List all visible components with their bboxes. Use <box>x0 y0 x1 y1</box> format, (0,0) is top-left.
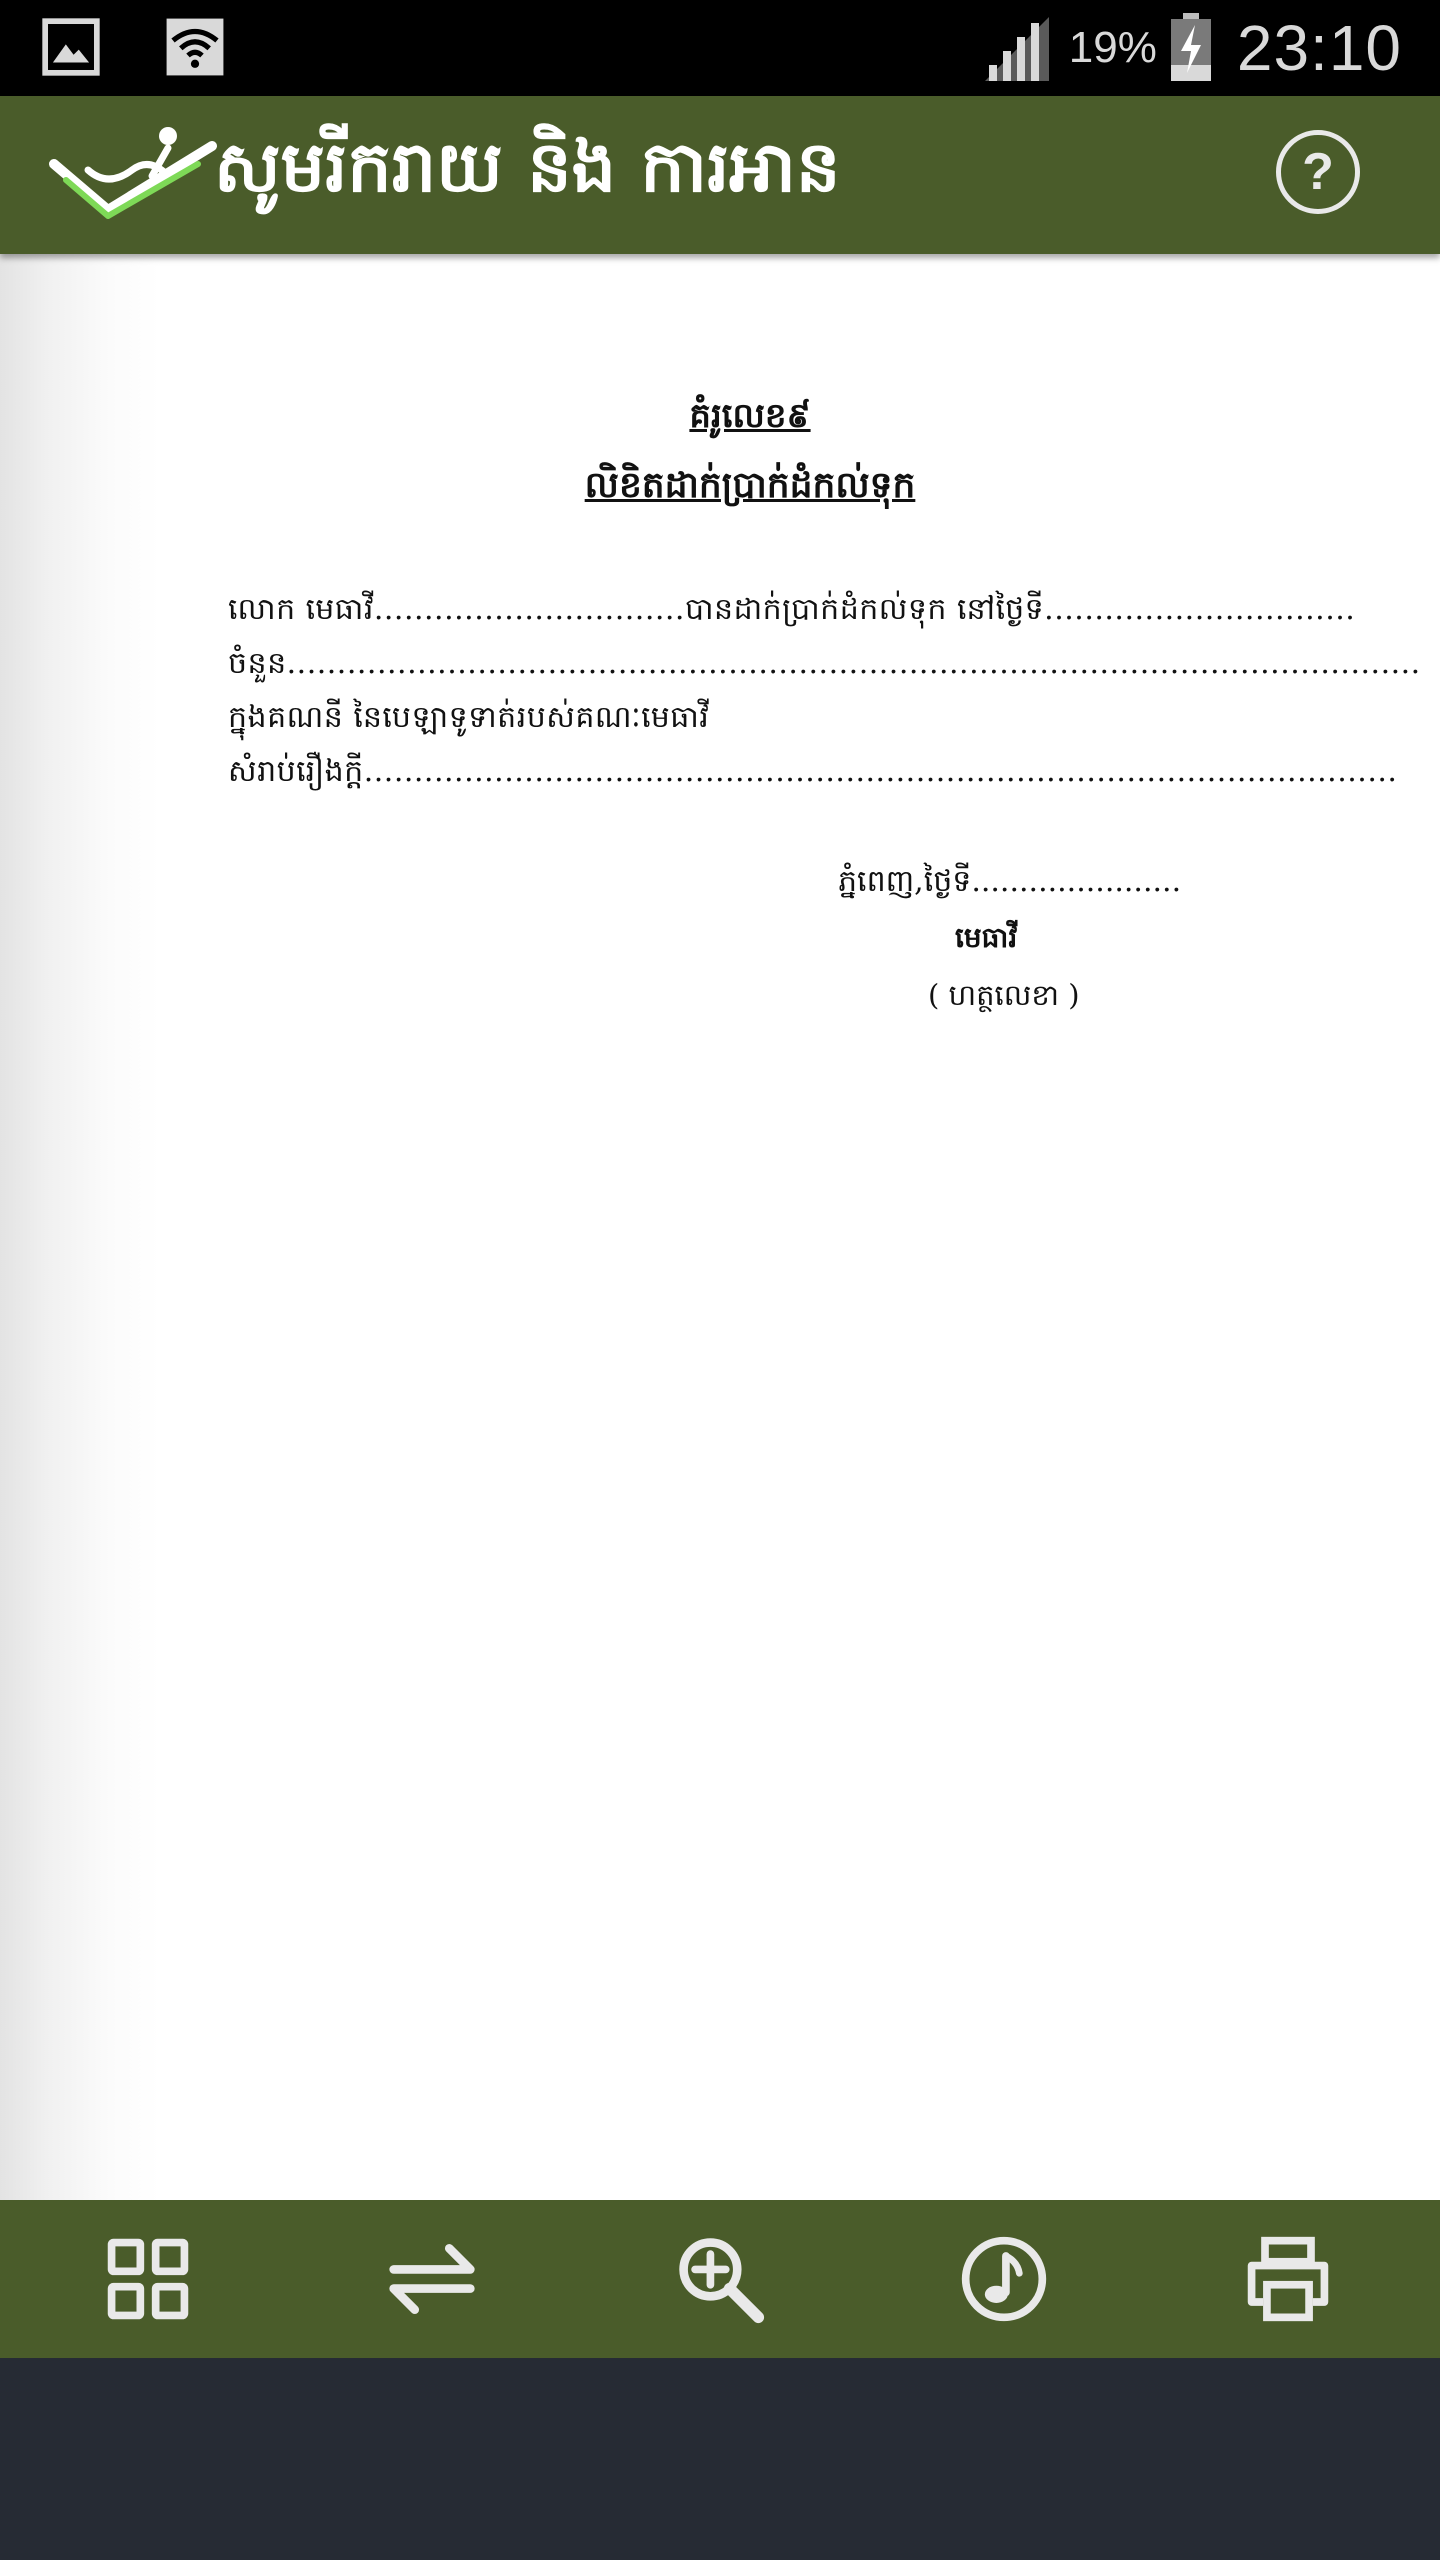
battery-charging-icon <box>1169 13 1213 83</box>
grid-icon <box>102 2233 194 2325</box>
document-page[interactable] <box>0 254 1440 2200</box>
form-line-amount: ចំនួន................................................................................................................. <box>228 646 1421 681</box>
battery-percent: 19% <box>1068 23 1157 72</box>
document-content <box>0 254 1440 2200</box>
system-nav-area <box>0 2358 1440 2560</box>
signal-icon <box>981 13 1053 83</box>
form-title-heading: លិខិតដាក់ប្រាក់ដំកល់ទុក <box>584 464 916 506</box>
audio-button[interactable] <box>956 2231 1052 2327</box>
signature-date: ភ្នំពេញ,ថ្ងៃទី...................... <box>838 864 1182 899</box>
signature-line: ( ហត្ថលេខា ) <box>928 978 1080 1012</box>
form-line-lawyer: លោក មេធាវី...............................បានដាក់ប្រាក់ដំកល់ទុក នៅថ្ងៃទី............................... <box>228 592 1356 627</box>
music-icon <box>958 2233 1050 2325</box>
form-line-account: ក្នុងគណនី នៃបេឡាទូទាត់របស់គណៈមេធាវី <box>228 700 710 735</box>
zoom-in-icon <box>674 2233 766 2325</box>
clock: 23:10 <box>1236 12 1402 84</box>
status-bar <box>0 0 1440 96</box>
form-number-heading: គំរូលេខ៩ <box>689 396 811 436</box>
print-icon <box>1242 2233 1334 2325</box>
signature-title: មេធាវី <box>955 921 1018 954</box>
wifi-icon <box>164 16 226 78</box>
swap-icon <box>386 2233 478 2325</box>
app-title: សូមរីករាយ និង ការអាន <box>214 126 841 208</box>
gallery-icon <box>40 16 102 78</box>
form-line-case: សំរាប់រឿងក្ដី....................................................................................................... <box>228 754 1398 789</box>
zoom-in-button[interactable] <box>672 2231 768 2327</box>
app-bar <box>0 96 1440 254</box>
reader-logo-icon <box>48 118 218 230</box>
help-button[interactable]: ? <box>1276 130 1360 214</box>
print-button[interactable] <box>1240 2231 1336 2327</box>
swap-button[interactable] <box>384 2231 480 2327</box>
grid-button[interactable] <box>100 2231 196 2327</box>
bottom-toolbar <box>0 2200 1440 2358</box>
